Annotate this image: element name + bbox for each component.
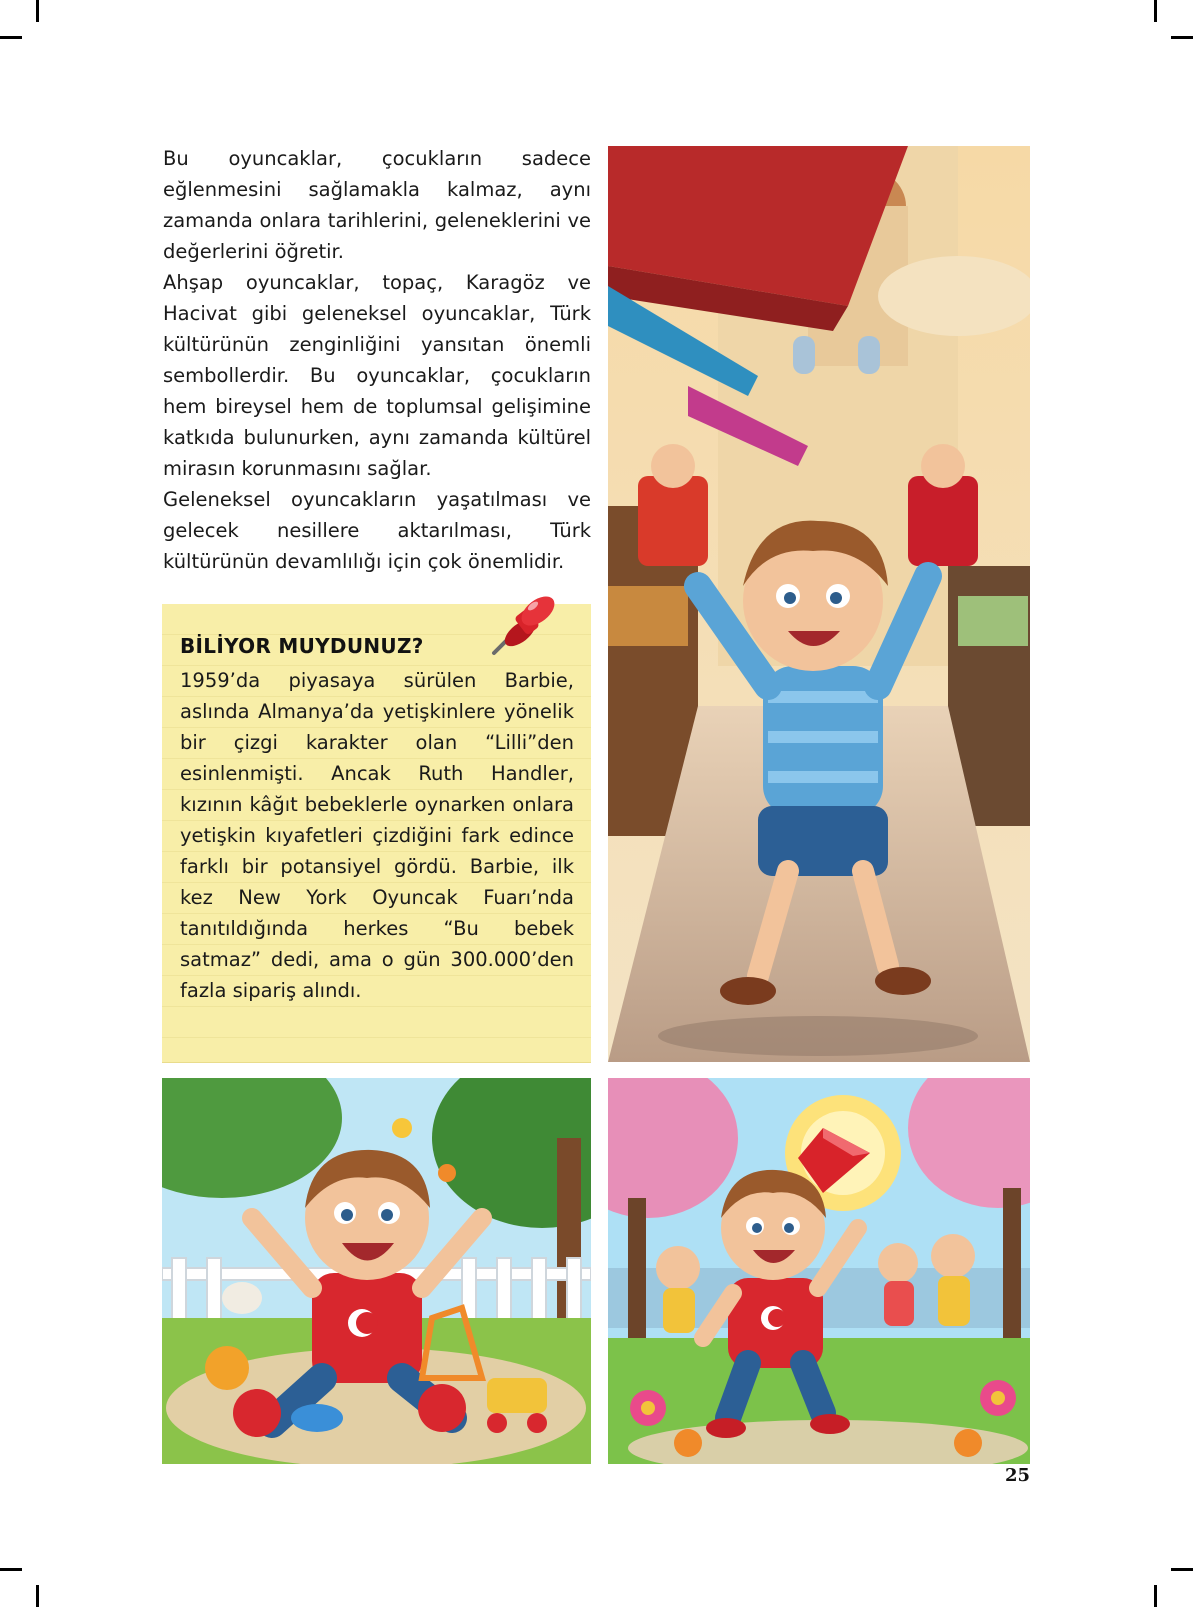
- crop-mark: [1171, 36, 1193, 39]
- note-title: BİLİYOR MUYDUNUZ?: [180, 634, 424, 658]
- paragraph: Ahşap oyuncaklar, topaç, Karagöz ve Hacivat gibi geleneksel oyuncaklar, Türk kültürünün zenginliğini yansıtan önemli sembollerdir. Bu oyuncaklar, çocukların hem bireysel hem de toplumsal gelişimine katkıda bulunurken, aynı zamanda kültürel mirasın korunmasını sağlar.: [163, 271, 591, 480]
- page-number: 25: [1004, 1465, 1030, 1486]
- crop-mark: [0, 36, 22, 39]
- paragraph: Bu oyuncaklar, çocukların sadece eğlenmesini sağlamakla kalmaz, aynı zamanda onlara tarihlerini, geleneklerini ve değerlerini öğretir.: [163, 147, 591, 263]
- crop-mark: [1154, 0, 1157, 22]
- crop-mark: [36, 0, 39, 22]
- spinning-top-illustration: [608, 1078, 1030, 1464]
- crop-mark: [1154, 1585, 1157, 1607]
- crop-mark: [36, 1585, 39, 1607]
- backyard-boy-illustration: [162, 1078, 591, 1464]
- note-text: 1959’da piyasaya sürülen Barbie, aslında Almanya’da yetişkinlere yönelik bir çizgi karakter olan “Lilli”den esinlenmişti. Ancak Ruth Handler, kızının kâğıt bebeklerle oynarken onlara yetişkin kıyafetleri çizdiğini fark edince farklı bir potansiyel gördü. Barbie, ilk kez New York Oyuncak Fuarı’nda tanıtıldığında herkes “Bu bebek satmaz” dedi, ama o gün 300.000’den fazla sipariş alındı.: [180, 669, 574, 1002]
- crop-mark: [0, 1568, 22, 1571]
- bazaar-boy-illustration: [608, 146, 1030, 1062]
- paragraph: Geleneksel oyuncakların yaşatılması ve gelecek nesillere aktarılması, Türk kültürünün devamlılığı için çok önemlidir.: [163, 488, 591, 573]
- did-you-know-note: [162, 604, 591, 1063]
- pushpin-icon: [472, 587, 562, 667]
- crop-mark: [1171, 1568, 1193, 1571]
- body-text: [163, 143, 591, 577]
